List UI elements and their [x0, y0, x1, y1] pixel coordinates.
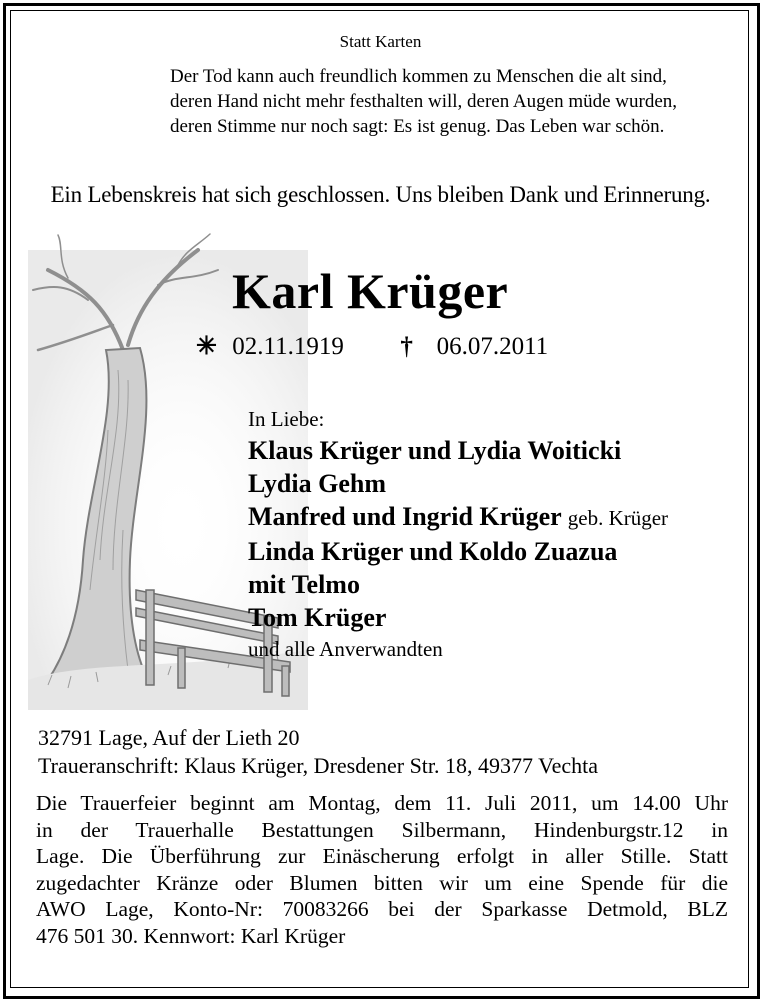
- poem-line: deren Stimme nur noch sagt: Es ist genug. Das Leben war schön.: [170, 116, 665, 137]
- family-member: [248, 434, 668, 467]
- member-name: Lydia Gehm: [248, 469, 386, 498]
- life-dates: [196, 331, 548, 361]
- poem-line: Der Tod kann auch freundlich kommen zu Menschen die alt sind,: [170, 66, 667, 87]
- family-outro: und alle Anverwandten: [248, 637, 443, 661]
- service-line: AWO Lage, Konto-Nr: 70083266 bei der Sparkasse Detmold, BLZ: [36, 897, 728, 921]
- family-member: [248, 500, 668, 535]
- family-member: [248, 601, 668, 634]
- family-member: [248, 467, 668, 500]
- member-name: Linda Krüger und Koldo Zuazua: [248, 537, 618, 566]
- header-statt-karten: Statt Karten: [339, 32, 422, 51]
- member-name: mit Telmo: [248, 570, 360, 599]
- member-name: Tom Krüger: [248, 603, 387, 632]
- service-line: Lage. Die Überführung zur Einäscherung erfolgt in aller Stille. Statt: [36, 844, 728, 868]
- family-member: [248, 535, 668, 568]
- mourning-address: Traueranschrift: Klaus Krüger, Dresdener Str. 18, 49377 Vechta: [38, 753, 598, 778]
- residence-address: 32791 Lage, Auf der Lieth 20: [38, 725, 300, 750]
- member-name: Klaus Krüger und Lydia Woiticki: [248, 436, 622, 465]
- address-block: [38, 724, 598, 780]
- member-suffix: geb. Krüger: [567, 506, 669, 530]
- member-name: Manfred und Ingrid Krüger: [248, 502, 562, 531]
- deceased-name: Karl Krüger: [232, 263, 509, 319]
- death-cross-icon: †: [400, 333, 413, 360]
- poem: [170, 64, 740, 139]
- birth-star-icon: ✳: [196, 333, 217, 360]
- family-intro: In Liebe:: [248, 407, 325, 431]
- service-line: in der Trauerhalle Bestattungen Silbermann, Hindenburgstr.12 in: [36, 817, 728, 842]
- birth-date: 02.11.1919: [232, 333, 344, 360]
- family-member: [248, 568, 668, 601]
- service-line: 476 501 30. Kennwort: Karl Krüger: [36, 923, 346, 948]
- family-list: [248, 404, 668, 664]
- service-line: zugedachter Kränze oder Blumen bitten wir um eine Spende für die: [36, 870, 728, 895]
- poem-line: deren Hand nicht mehr festhalten will, deren Augen müde wurden,: [170, 91, 678, 112]
- death-date: 06.07.2011: [436, 333, 549, 360]
- motto: Ein Lebenskreis hat sich geschlossen. Uns bleiben Dank und Erinnerung.: [50, 182, 711, 207]
- service-details: [36, 790, 728, 949]
- service-line: Die Trauerfeier beginnt am Montag, dem 11. Juli 2011, um 14.00 Uhr: [36, 791, 728, 815]
